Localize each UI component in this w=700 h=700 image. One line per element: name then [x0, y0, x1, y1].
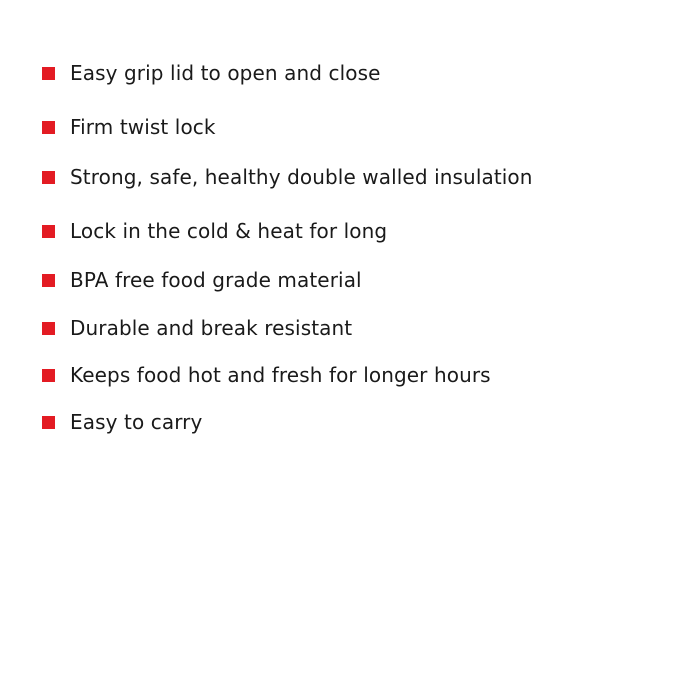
feature-text: Easy to carry — [70, 410, 203, 434]
feature-text: Easy grip lid to open and close — [70, 61, 381, 85]
feature-text: BPA free food grade material — [70, 268, 362, 292]
feature-item — [42, 267, 362, 293]
feature-text: Strong, safe, healthy double walled insulation — [70, 165, 533, 189]
feature-item — [42, 409, 202, 435]
feature-item — [42, 218, 387, 244]
feature-text: Durable and break resistant — [70, 316, 353, 340]
feature-item — [42, 164, 533, 190]
red-square-bullet-icon — [42, 369, 55, 382]
feature-item — [42, 362, 491, 388]
red-square-bullet-icon — [42, 171, 55, 184]
feature-item — [42, 60, 381, 86]
feature-text: Firm twist lock — [70, 115, 216, 139]
feature-list — [42, 0, 682, 700]
red-square-bullet-icon — [42, 121, 55, 134]
feature-text: Keeps food hot and fresh for longer hours — [70, 363, 491, 387]
red-square-bullet-icon — [42, 322, 55, 335]
feature-item — [42, 114, 216, 140]
red-square-bullet-icon — [42, 67, 55, 80]
feature-item — [42, 315, 352, 341]
red-square-bullet-icon — [42, 225, 55, 238]
red-square-bullet-icon — [42, 274, 55, 287]
red-square-bullet-icon — [42, 416, 55, 429]
feature-text: Lock in the cold & heat for long — [70, 219, 388, 243]
